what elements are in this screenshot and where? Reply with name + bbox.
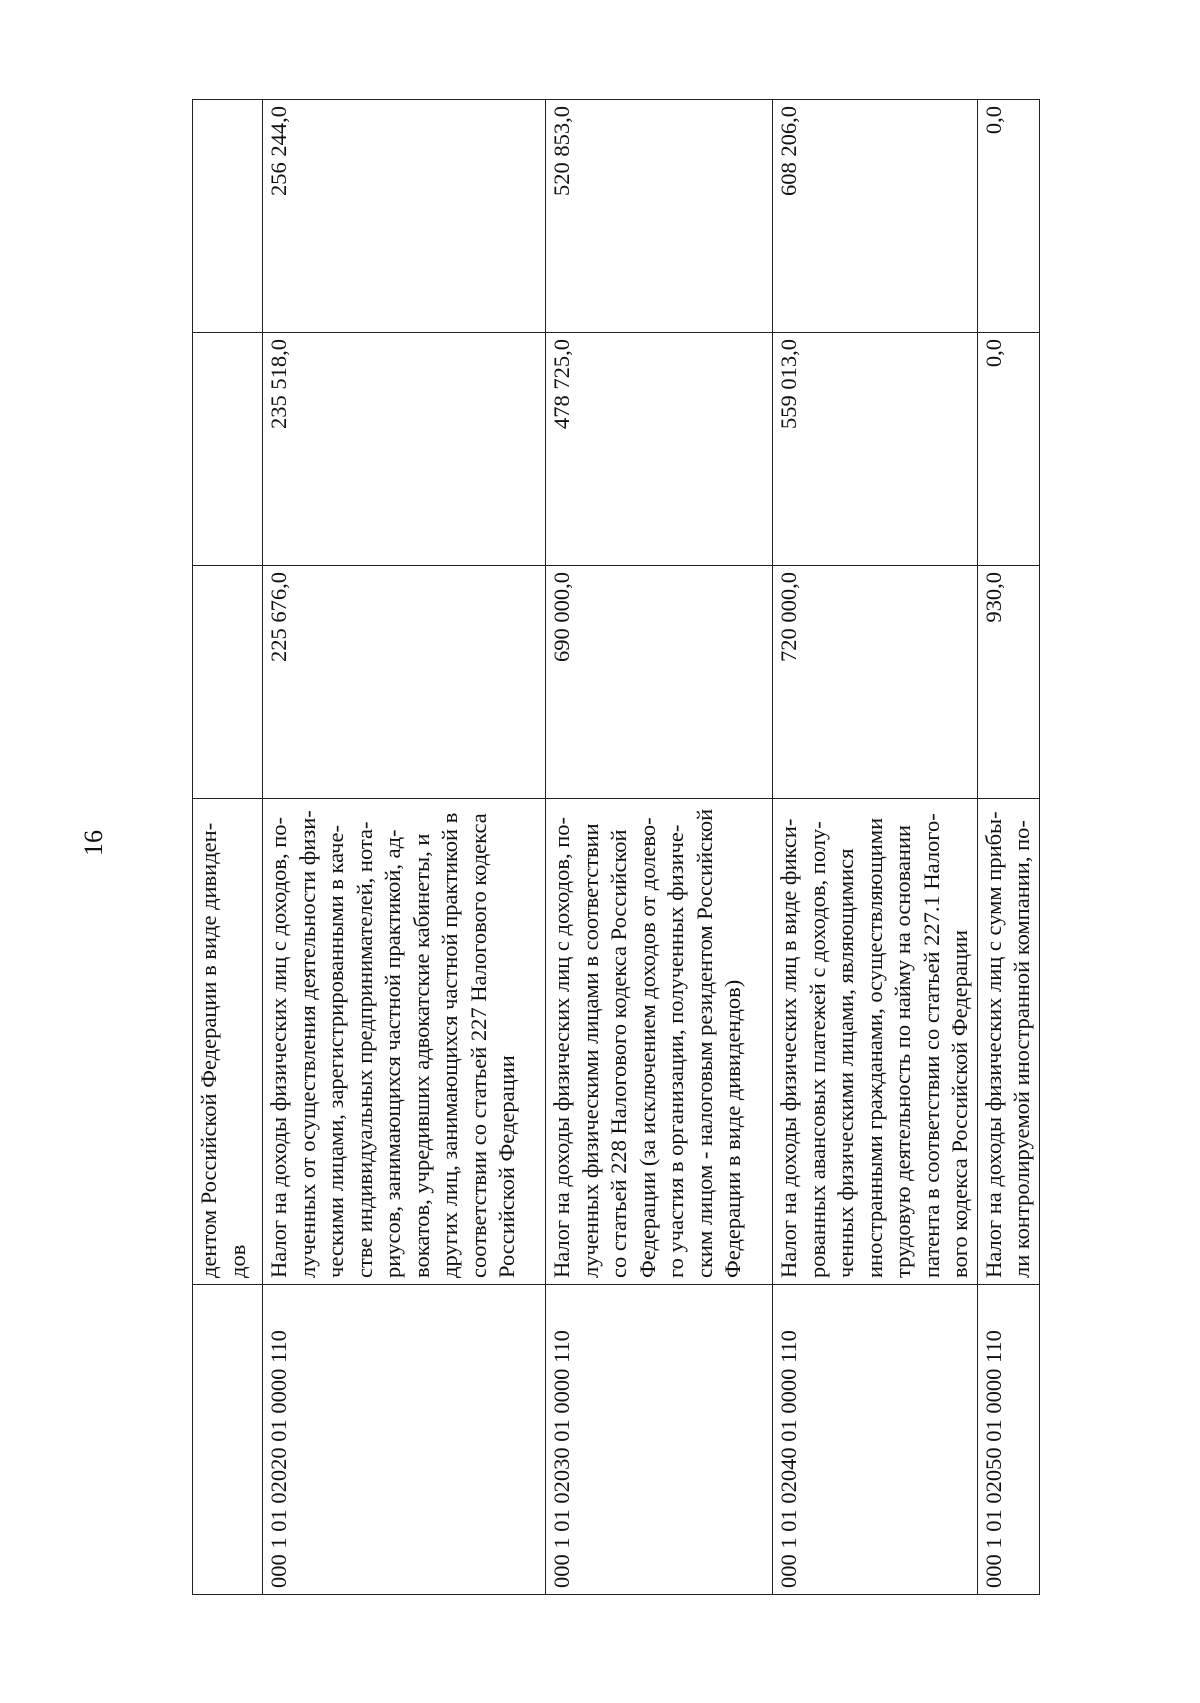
value-cell-year-3: 520 853,0 [546, 100, 773, 333]
table-row [193, 100, 263, 1595]
description-cell: Налог на доходы физических лиц с доходов, по-лученных физическими лицами в соответствии со статьей 228 Налогового кодекса Российской Федерации (за исключением доходов от долево-го участия в организации, полученных физиче-ским лицом - налоговым резидентом Российской Федерации в виде дивидендов) [546, 799, 773, 1285]
budget-code-cell: 000 1 01 02050 01 0000 110 [977, 1285, 1039, 1595]
description-cell: Налог на доходы физических лиц с сумм прибы-ли контролируемой иностранной компании, по- [977, 799, 1039, 1285]
revenue-table [192, 99, 1040, 1595]
table-row [773, 100, 978, 1595]
value-cell-year-1: 225 676,0 [263, 566, 546, 799]
value-cell-year-2: 0,0 [977, 333, 1039, 566]
value-cell-year-1: 930,0 [977, 566, 1039, 799]
value-cell-year-2: 559 013,0 [773, 333, 978, 566]
page-number: 16 [79, 830, 108, 856]
table-row [263, 100, 546, 1595]
budget-code-cell [193, 1285, 263, 1595]
value-cell-year-3 [193, 100, 263, 333]
value-cell-year-2: 235 518,0 [263, 333, 546, 566]
value-cell-year-3: 256 244,0 [263, 100, 546, 333]
budget-code-cell: 000 1 01 02030 01 0000 110 [546, 1285, 773, 1595]
value-cell-year-3: 608 206,0 [773, 100, 978, 333]
table-row [546, 100, 773, 1595]
description-cell: Налог на доходы физических лиц в виде фикси-рованных авансовых платежей с доходов, полу-ченных физическими лицами, являющимися иностранными гражданами, осуществляющими трудовую деятельность по найму на основании патента в соответствии со статьей 227.1 Налого-вого кодекса Российской Федерации [773, 799, 978, 1285]
table-row [977, 100, 1039, 1595]
description-cell: дентом Российской Федерации в виде дивиден-дов [193, 799, 263, 1285]
value-cell-year-2 [193, 333, 263, 566]
description-cell: Налог на доходы физических лиц с доходов, по-лученных от осуществления деятельности физи-ческими лицами, зарегистрированными в каче-стве индивидуальных предпринимателей, нота-риусов, занимающихся частной практикой, ад-вокатов, учредивших адвокатские кабинеты, и других лиц, занимающихся частной практикой в соответствии со статьей 227 Налогового кодекса Российской Федерации [263, 799, 546, 1285]
value-cell-year-2: 478 725,0 [546, 333, 773, 566]
value-cell-year-1: 720 000,0 [773, 566, 978, 799]
budget-code-cell: 000 1 01 02040 01 0000 110 [773, 1285, 978, 1595]
budget-code-cell: 000 1 01 02020 01 0000 110 [263, 1285, 546, 1595]
value-cell-year-1: 690 000,0 [546, 566, 773, 799]
rotated-table-container [192, 100, 1034, 1595]
value-cell-year-1 [193, 566, 263, 799]
value-cell-year-3: 0,0 [977, 100, 1039, 333]
